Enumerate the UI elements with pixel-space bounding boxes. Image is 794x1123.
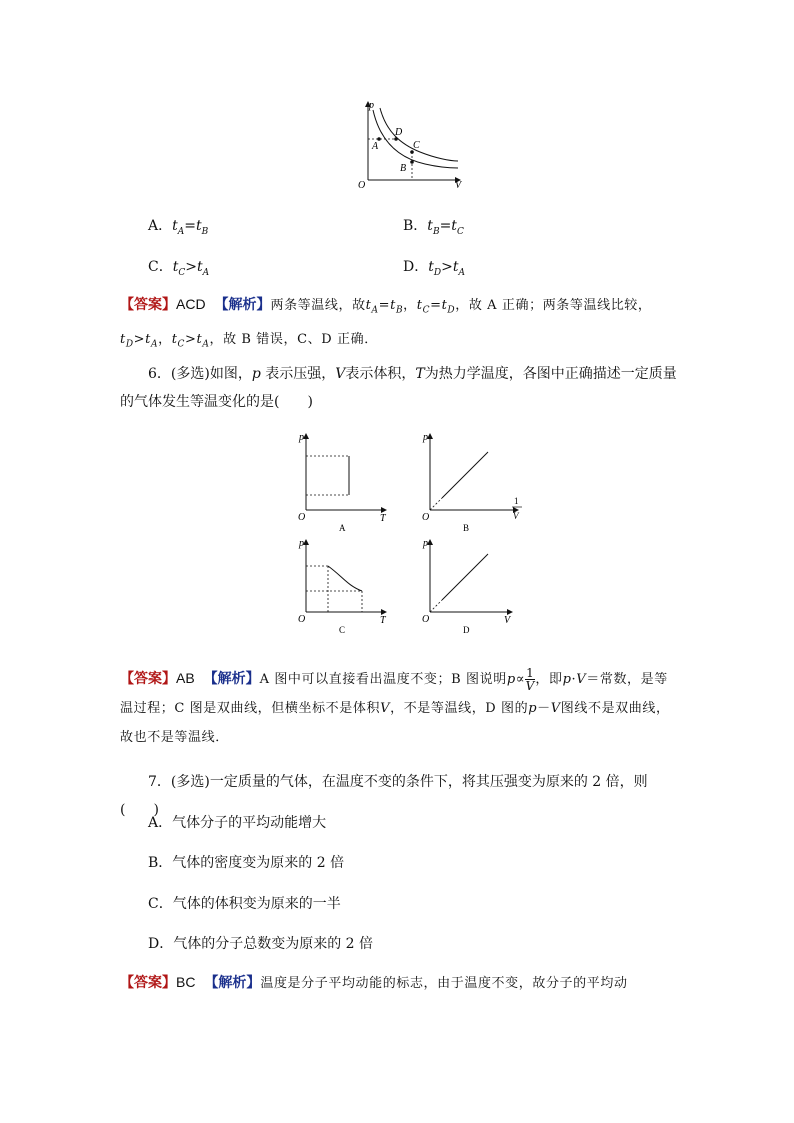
q5-option-d: D．$t_D>t_A$ — [403, 259, 465, 278]
svg-text:p: p — [299, 538, 304, 549]
point-b — [410, 160, 414, 164]
graph-a — [298, 432, 387, 533]
analysis-text: 温度是分子平均动能的标志，由于温度不变，故分子的平均动 — [260, 976, 628, 991]
q5-option-a: A．$t_A=t_B$ — [148, 218, 209, 237]
answer-value: BC — [176, 974, 196, 990]
svg-text:p: p — [423, 432, 428, 443]
isotherm-outer — [380, 108, 458, 161]
answer-label: 【答案】 — [120, 671, 176, 687]
svg-text:T: T — [380, 513, 386, 524]
graph-b — [422, 432, 522, 533]
label-a: A — [372, 141, 379, 152]
analysis-label: 【解析】 — [214, 297, 271, 313]
label-c: C — [413, 140, 420, 151]
label-d: D — [395, 127, 403, 138]
graph-d-line — [442, 554, 488, 600]
q5-option-b: B．$t_B=t_C$ — [403, 218, 464, 237]
svg-text:T: T — [380, 615, 386, 626]
q6-answer-block — [120, 664, 680, 752]
svg-text:V: V — [513, 511, 519, 521]
q7-stem: 7．(多选)一定质量的气体，在温度不变的条件下，将其压强变为原来的 2 倍，则( ) — [120, 774, 648, 818]
axis-label-p: p — [369, 100, 374, 111]
answer-label: 【答案】 — [120, 975, 176, 991]
answer-value: ACD — [176, 296, 206, 312]
q7-option-d: D．气体的分子总数变为原来的 2 倍 — [148, 936, 374, 952]
q5-option-c: C．$t_C>t_A$ — [148, 259, 210, 278]
q6-stem: 6．(多选)如图，p 表示压强，V表示体积，T为热力学温度，各图中正确描述一定质量的气体发生等温变化的是( ) — [120, 366, 677, 410]
q6-graphs — [290, 428, 530, 640]
q5-answer-block — [120, 290, 680, 358]
analysis-text: 两条等温线，故$t_A=t_B$，$t_C=t_D$，故 A 正确；两条等温线比较，$t_D>t_A$，$t_C>t_A$，故 B 错误，C、D 正确． — [120, 298, 652, 350]
q7-option-b: B．气体的密度变为原来的 2 倍 — [148, 855, 345, 871]
q7-option-a: A．气体分子的平均动能增大 — [148, 815, 327, 831]
graph-d-label: D — [463, 625, 470, 635]
answer-value: AB — [176, 670, 195, 686]
svg-text:O: O — [422, 614, 430, 625]
q7-option-c: C．气体的体积变为原来的一半 — [148, 896, 341, 912]
fraction-one-over-v: $\frac{1}{V}$ — [525, 666, 535, 693]
graph-c-curve — [328, 566, 362, 591]
label-b: B — [400, 163, 407, 174]
origin-label: O — [358, 180, 366, 191]
isotherm-graph — [350, 96, 475, 192]
q7-answer-block — [120, 968, 680, 998]
svg-text:1: 1 — [514, 496, 519, 506]
svg-text:V: V — [504, 615, 511, 626]
svg-text:p: p — [299, 432, 304, 443]
axis-label-v: V — [455, 180, 462, 191]
graph-c-label: C — [339, 625, 346, 635]
svg-text:p: p — [423, 538, 428, 549]
graph-c — [298, 538, 387, 635]
svg-text:O: O — [422, 512, 430, 523]
graph-b-line — [442, 452, 488, 498]
svg-text:O: O — [298, 614, 306, 625]
svg-text:O: O — [298, 512, 306, 523]
analysis-label: 【解析】 — [204, 975, 261, 991]
analysis-label: 【解析】 — [203, 671, 260, 687]
graph-d — [422, 538, 512, 635]
graph-a-label: A — [339, 523, 346, 533]
answer-label: 【答案】 — [120, 297, 176, 313]
graph-b-label: B — [463, 523, 470, 533]
analysis-text: A 图中可以直接看出温度不变；B 图说明p∝ $\frac{1}{V}$ ，即p·V＝常数，是等温过程；C 图是双曲线，但横坐标不是体积V，不是等温线，D 图的p－V图线不是双曲线，故也不是等温线． — [120, 666, 670, 745]
